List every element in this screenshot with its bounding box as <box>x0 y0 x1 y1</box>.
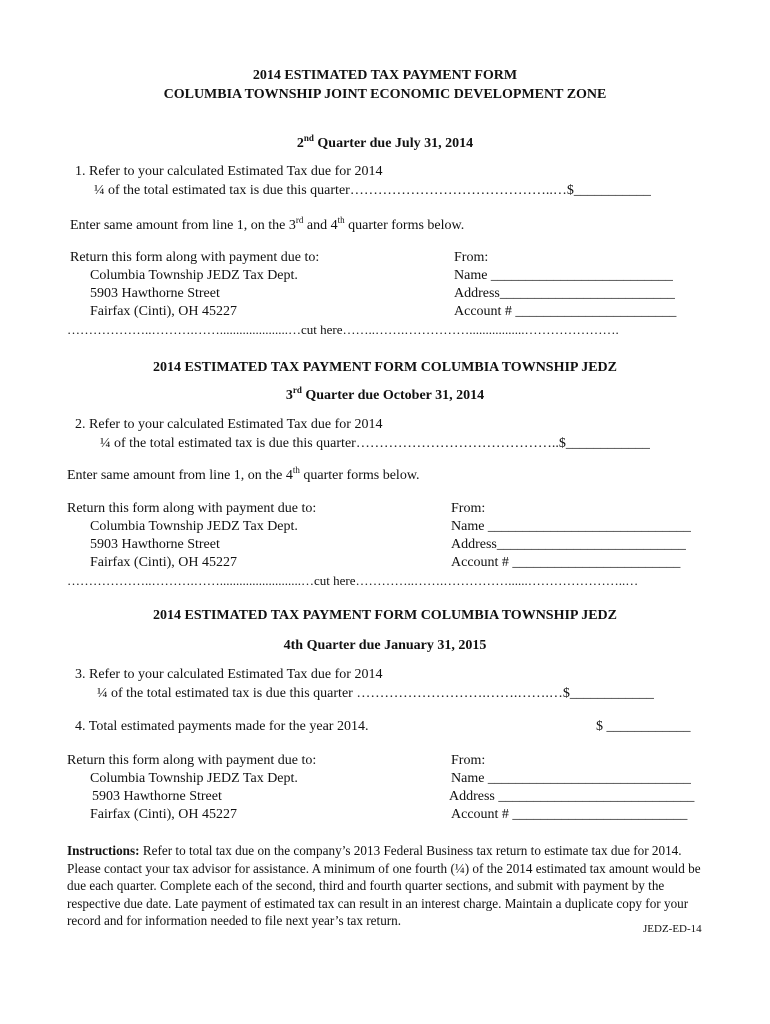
q3-heading: 3rd Quarter due October 31, 2014 <box>285 385 485 403</box>
q4-form-title: 2014 ESTIMATED TAX PAYMENT FORM COLUMBIA TOWNSHIP JEDZ <box>152 608 618 623</box>
q3-form-title: 2014 ESTIMATED TAX PAYMENT FORM COLUMBIA TOWNSHIP JEDZ <box>152 360 618 375</box>
q3-street: 5903 Hawthorne Street <box>90 537 220 552</box>
q2-item-1-line2: ¼ of the total estimated tax is due this quarter……………………………………..…$___________ <box>94 183 651 198</box>
instructions-paragraph <box>67 842 707 930</box>
instructions-label: Instructions: <box>67 843 140 858</box>
q4-account-field[interactable]: Account # _________________________ <box>451 807 688 822</box>
q3-dept: Columbia Township JEDZ Tax Dept. <box>90 519 298 534</box>
q3-city: Fairfax (Cinti), OH 45227 <box>90 555 237 570</box>
q4-from-label: From: <box>451 753 486 768</box>
q2-name-field[interactable]: Name __________________________ <box>454 268 673 283</box>
q3-item-2-line2[interactable]: ¼ of the total estimated tax is due this quarter……………………………………..$____________ <box>100 436 650 451</box>
q2-item-1-line1: 1. Refer to your calculated Estimated Tax due for 2014 <box>75 164 383 179</box>
q4-heading: 4th Quarter due January 31, 2015 <box>283 638 487 653</box>
q4-dept: Columbia Township JEDZ Tax Dept. <box>90 771 298 786</box>
q2-amount-field[interactable]: ______ <box>608 183 651 198</box>
q2-address-field[interactable]: Address_________________________ <box>454 286 675 301</box>
q3-account-field[interactable]: Account # ________________________ <box>451 555 681 570</box>
q4-city: Fairfax (Cinti), OH 45227 <box>90 807 237 822</box>
q4-name-field[interactable]: Name _____________________________ <box>451 771 691 786</box>
q4-address-field[interactable]: Address ____________________________ <box>449 789 695 804</box>
q4-item-4: 4. Total estimated payments made for the year 2014. <box>75 719 369 734</box>
q4-item-3-line1: 3. Refer to your calculated Estimated Tax due for 2014 <box>75 667 383 682</box>
q4-return-to: Return this form along with payment due to: <box>67 753 317 768</box>
q4-total-amount-field[interactable]: $ ____________ <box>596 719 691 734</box>
q3-item-2-line1: 2. Refer to your calculated Estimated Tax due for 2014 <box>75 417 383 432</box>
q3-name-field[interactable]: Name _____________________________ <box>451 519 691 534</box>
q2-from-label: From: <box>454 250 489 265</box>
q2-account-field[interactable]: Account # _______________________ <box>454 304 677 319</box>
q2-note: Enter same amount from line 1, on the 3rd and 4th quarter forms below. <box>70 215 465 233</box>
q3-note: Enter same amount from line 1, on the 4th quarter forms below. <box>67 465 420 483</box>
form-title: 2014 ESTIMATED TAX PAYMENT FORM <box>252 68 518 83</box>
q4-item-3-line2[interactable]: ¼ of the total estimated tax is due this quarter ……………………….…….…….…$____________ <box>97 686 654 701</box>
q3-address-field[interactable]: Address___________________________ <box>451 537 686 552</box>
q2-return-to: Return this form along with payment due to: <box>70 250 320 265</box>
q2-dept: Columbia Township JEDZ Tax Dept. <box>90 268 298 283</box>
q2-city: Fairfax (Cinti), OH 45227 <box>90 304 237 319</box>
instructions-text: Refer to total tax due on the company’s 2013 Federal Business tax return to estimate tax due for 2014. Please contact your tax advisor for assistance. A minimum of one fourth (¼) of the 2014 estimated tax amount would be due each quarter. Complete each of the second, third and fourth quarter sections, and submit with payment by the respective due date. Late payment of estimated tax can result in an interest charge. Maintain a duplicate copy for your record and for information needed to file next year’s tax return. <box>67 843 701 929</box>
q2-heading: 2nd Quarter due July 31, 2014 <box>296 133 474 151</box>
q3-cut-line: ………………..……….…….........................…cut here…………..…….……………......…………………..… <box>67 573 639 588</box>
q3-return-to: Return this form along with payment due to: <box>67 501 317 516</box>
form-code: JEDZ-ED-14 <box>643 923 702 935</box>
q4-street: 5903 Hawthorne Street <box>92 789 222 804</box>
q2-cut-line: ………………..……….…….....................…cut here……..…….…………….................…………………. <box>67 322 619 337</box>
q3-from-label: From: <box>451 501 486 516</box>
form-subtitle: COLUMBIA TOWNSHIP JOINT ECONOMIC DEVELOPMENT ZONE <box>163 87 607 102</box>
q2-street: 5903 Hawthorne Street <box>90 286 220 301</box>
